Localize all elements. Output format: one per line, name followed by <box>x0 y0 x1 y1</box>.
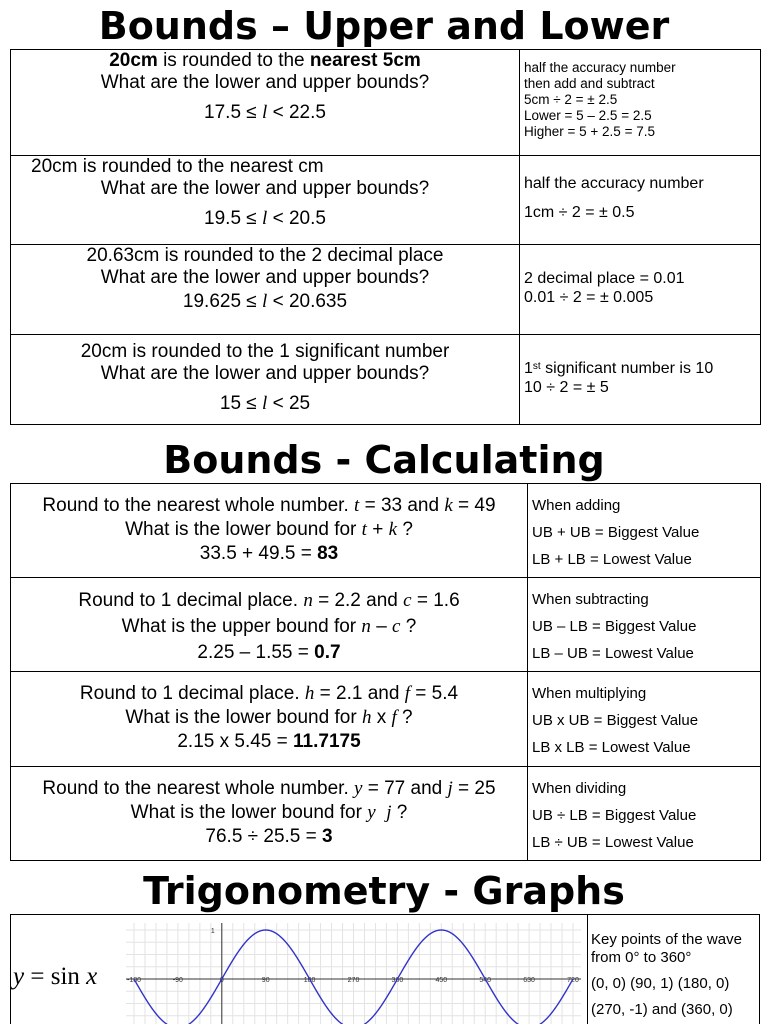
answer-inequality: 19.5 ≤ l < 20.5 <box>204 208 326 229</box>
data-point <box>265 929 267 931</box>
data-point <box>441 929 443 931</box>
data-point <box>155 1013 157 1015</box>
question-statement: 20cm is rounded to the nearest cm <box>31 156 324 177</box>
x-tick-label: 270 <box>347 977 360 984</box>
rule-note-cell <box>528 672 761 767</box>
rule-note-cell <box>528 484 761 578</box>
data-point <box>199 1013 201 1015</box>
question-statement: 20cm is rounded to the 1 significant number <box>80 341 450 362</box>
note-line: 10 ÷ 2 = ± 5 <box>524 379 609 396</box>
answer-inequality: 15 ≤ l < 25 <box>219 393 311 414</box>
method-note-cell <box>520 335 761 425</box>
table-row <box>11 767 761 861</box>
note-line: LB + LB = Lowest Value <box>532 551 692 568</box>
answer-inequality: 17.5 ≤ l < 22.5 <box>204 102 326 123</box>
note-line: LB x LB = Lowest Value <box>532 739 691 756</box>
note-line: UB + UB = Biggest Value <box>532 524 700 541</box>
calculation: 2.25 – 1.55 = 0.7 <box>197 642 341 663</box>
note-line: Lower = 5 – 2.5 = 2.5 <box>524 108 652 123</box>
note-line: 0.01 ÷ 2 = ± 0.005 <box>524 289 654 306</box>
answer-inequality: 19.625 ≤ l < 20.635 <box>182 291 348 312</box>
table-row <box>11 156 761 245</box>
data-point <box>506 1013 508 1015</box>
key-points-note <box>591 931 742 1019</box>
data-point <box>287 943 289 945</box>
calculation: 2.15 x 5.45 = 11.7175 <box>177 731 361 752</box>
table-row <box>11 245 761 335</box>
title-trig-graphs: Trigonometry - Graphs <box>143 869 625 913</box>
table-row <box>11 672 761 767</box>
trig-graph-panel <box>10 914 760 1024</box>
calculation: 76.5 ÷ 25.5 = 3 <box>205 826 333 847</box>
question-text: What are the lower and upper bounds? <box>100 363 430 384</box>
question-text: What are the lower and upper bounds? <box>100 178 430 199</box>
data-point <box>309 978 311 980</box>
question-text: What is the upper bound for n – c ? <box>121 616 417 637</box>
y-tick-label: 1 <box>210 928 215 935</box>
rule-note-cell <box>528 578 761 672</box>
data-point <box>419 943 421 945</box>
x-tick-label: 180 <box>303 977 316 984</box>
x-tick-label: 630 <box>523 977 535 984</box>
note-line: When multiplying <box>532 685 647 702</box>
method-note-cell <box>520 50 761 156</box>
question-statement: Round to the nearest whole number. y = 77 and j = 25 <box>42 778 496 799</box>
note-line: 2 decimal place = 0.01 <box>524 270 685 287</box>
method-note-cell <box>520 245 761 335</box>
question-statement: Round to the nearest whole number. t = 33 and k = 49 <box>42 495 496 516</box>
x-tick-label: 360 <box>391 977 404 984</box>
question-cell <box>11 578 528 672</box>
question-text: What is the lower bound for h x f ? <box>125 707 413 728</box>
note-line: UB x UB = Biggest Value <box>532 712 699 729</box>
note-line: UB – LB = Biggest Value <box>532 618 697 635</box>
note-line: half the accuracy number <box>524 175 704 192</box>
data-point <box>375 1013 377 1015</box>
question-cell <box>11 672 528 767</box>
note-line: half the accuracy number <box>524 60 676 75</box>
x-tick-label: 720 <box>567 977 579 984</box>
data-point <box>331 1013 333 1015</box>
question-cell <box>11 484 528 578</box>
note-line: When adding <box>532 497 621 514</box>
note-line: LB ÷ UB = Lowest Value <box>532 834 694 851</box>
note-line: LB – UB = Lowest Value <box>532 645 694 662</box>
note-line: 5cm ÷ 2 = ± 2.5 <box>524 92 618 107</box>
question-text: What are the lower and upper bounds? <box>100 267 430 288</box>
data-point <box>462 943 464 945</box>
x-tick-label: 540 <box>479 977 492 984</box>
note-line: 1cm ÷ 2 = ± 0.5 <box>524 204 635 221</box>
question-text: What are the lower and upper bounds? <box>100 72 430 93</box>
bounds-calculating-table <box>10 483 761 861</box>
data-point <box>221 978 223 980</box>
title-bounds-upper-lower: Bounds – Upper and Lower <box>98 4 670 48</box>
note-line: then add and subtract <box>524 76 655 91</box>
table-row <box>11 335 761 425</box>
question-statement: Round to 1 decimal place. n = 2.2 and c = 1.6 <box>78 590 460 611</box>
note-line: When dividing <box>532 780 627 797</box>
note-line: (270, -1) and (360, 0) <box>591 1001 733 1018</box>
note-line: UB ÷ LB = Biggest Value <box>532 807 697 824</box>
x-tick-label: 450 <box>435 977 448 984</box>
question-cell <box>11 335 520 425</box>
question-cell <box>11 245 520 335</box>
question-statement: 20.63cm is rounded to the 2 decimal place <box>86 245 444 266</box>
question-statement: Round to 1 decimal place. h = 2.1 and f = 5.4 <box>79 683 459 704</box>
table-row <box>11 484 761 578</box>
note-line: 1st significant number is 10 <box>524 360 714 377</box>
sine-graph <box>126 923 581 1024</box>
data-point <box>133 978 135 980</box>
note-line: Key points of the wave <box>591 931 742 948</box>
question-text: What is the lower bound for y j ? <box>130 802 408 823</box>
calculation: 33.5 + 49.5 = 83 <box>199 543 339 564</box>
question-statement: 20cm is rounded to the nearest 5cm <box>109 50 421 71</box>
x-tick-label: -180 <box>126 977 142 984</box>
rule-note-cell <box>528 767 761 861</box>
note-line: When subtracting <box>532 591 649 608</box>
x-tick-label: -90 <box>172 977 183 984</box>
title-bounds-calculating: Bounds - Calculating <box>163 438 605 482</box>
x-tick-label: 0 <box>219 977 224 984</box>
x-tick-label: 90 <box>261 977 270 984</box>
note-line: Higher = 5 + 2.5 = 7.5 <box>524 124 655 139</box>
sine-equation: y = sin x <box>13 963 98 990</box>
bounds-upper-lower-table <box>10 49 761 425</box>
question-cell <box>11 156 520 245</box>
divider <box>587 915 588 1024</box>
table-row <box>11 578 761 672</box>
question-text: What is the lower bound for t + k ? <box>125 519 413 540</box>
question-cell <box>11 50 520 156</box>
data-point <box>572 978 574 980</box>
data-point <box>397 978 399 980</box>
data-point <box>243 943 245 945</box>
question-cell <box>11 767 528 861</box>
note-line: (0, 0) (90, 1) (180, 0) <box>591 975 730 992</box>
data-point <box>484 978 486 980</box>
data-point <box>550 1013 552 1015</box>
table-row <box>11 50 761 156</box>
method-note-cell <box>520 156 761 245</box>
note-line: from 0° to 360° <box>591 949 692 966</box>
